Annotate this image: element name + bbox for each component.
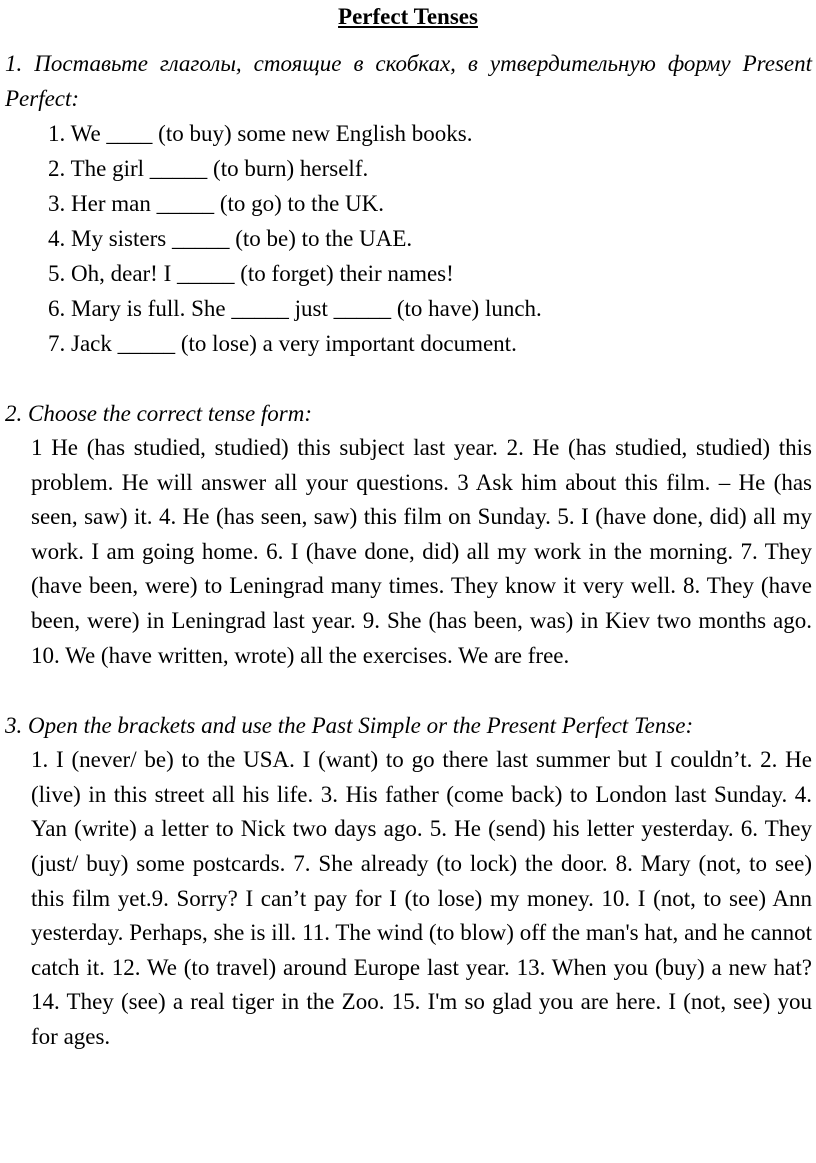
- list-item: 3. Her man _____ (to go) to the UK.: [48, 191, 384, 216]
- section-spacer: [4, 673, 812, 708]
- section-spacer: [4, 361, 812, 396]
- task-1: [4, 46, 812, 361]
- task-1-list: [4, 116, 812, 361]
- list-item: 1. We ____ (to buy) some new English books.: [48, 121, 473, 146]
- list-item: 5. Oh, dear! I _____ (to forget) their names!: [48, 261, 454, 286]
- list-item: 7. Jack _____ (to lose) a very important document.: [48, 331, 517, 356]
- task-3-text: 1. I (never/ be) to the USA. I (want) to go there last summer but I couldn’t. 2. He (live) in this street all his life. 3. His father (come back) to London last Sunday. 4. Yan (write) a letter to Nick two days ago. 5. He (send) his letter yesterday. 6. They (just/ buy) some postcards. 7. She already (to lock) the door. 8. Mary (not, to see) this film yet.9. Sorry? I can’t pay for I (to lose) my money. 10. I (not, to see) Ann yesterday. Perhaps, she is ill. 11. The wind (to blow) off the man's hat, and he cannot catch it. 12. We (to travel) around Europe last year. 13. When you (buy) a new hat? 14. They (see) a real tiger in the Zoo. 15. I'm so glad you are here. I (not, see) you for ages.: [31, 747, 812, 1049]
- task-3-heading: 3. Open the brackets and use the Past Simple or the Present Perfect Tense:: [5, 713, 694, 739]
- list-item: 6. Mary is full. She _____ just _____ (to have) lunch.: [48, 296, 542, 321]
- task-3: [4, 708, 812, 1054]
- task-2-heading: 2. Choose the correct tense form:: [5, 401, 313, 426]
- list-item: 4. My sisters _____ (to be) to the UAE.: [48, 226, 413, 251]
- task-2: [4, 396, 812, 673]
- list-item: 2. The girl _____ (to burn) herself.: [48, 156, 369, 181]
- task-2-text: 1 He (has studied, studied) this subject last year. 2. He (has studied, studied) this problem. He will answer all your questions. 3 Ask him about this film. – He (has seen, saw) it. 4. He (has seen, saw) this film on Sunday. 5. I (have done, did) all my work. I am going home. 6. I (have done, did) all my work in the morning. 7. They (have been, were) to Leningrad many times. They know it very well. 8. They (have been, were) in Leningrad last year. 9. She (has been, was) in Kiev two months ago. 10. We (have written, wrote) all the exercises. We are free.: [31, 435, 812, 668]
- task-1-heading: 1. Поставьте глаголы, стоящие в скобках, в утвердительную форму Present Perfect:: [5, 51, 812, 111]
- page-title: Perfect Tenses: [338, 4, 478, 29]
- worksheet-page: [0, 2, 816, 1163]
